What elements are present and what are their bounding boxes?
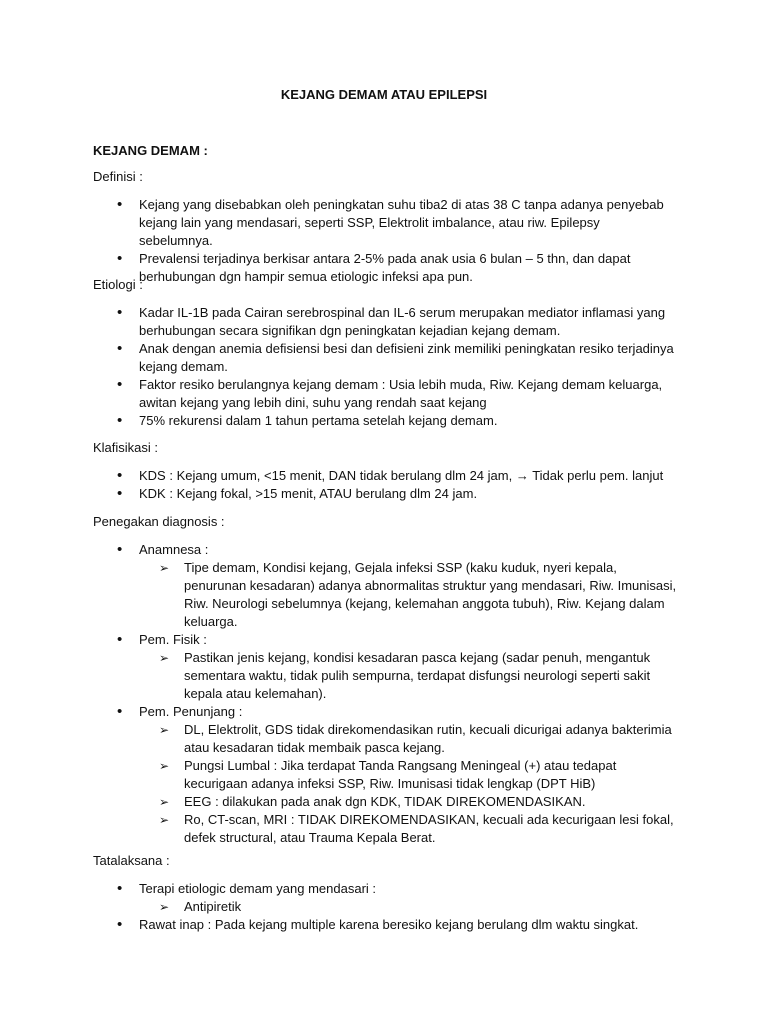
sub-list-item: ➢ EEG : dilakukan pada anak dgn KDK, TIDAK DIREKOMENDASIKAN.	[159, 793, 677, 811]
pem-fisik-sublist	[159, 649, 677, 703]
list-item: • 75% rekurensi dalam 1 tahun pertama setelah kejang demam.	[117, 412, 677, 430]
list-item: • Kadar IL-1B pada Cairan serebrospinal dan IL-6 serum merupakan mediator inflamasi yang berhubungan secara signifikan dgn peningkatan kejadian kejang demam.	[117, 304, 677, 340]
pem-fisik-label: Pem. Fisik :	[139, 632, 207, 647]
klafisikasi-list	[117, 467, 677, 503]
tatalaksana-heading: Tatalaksana :	[93, 853, 170, 868]
list-item-pem-fisik	[117, 631, 677, 703]
sub-list-item: ➢ DL, Elektrolit, GDS tidak direkomendasikan rutin, kecuali dicurigai adanya bakterimia atau kesadaran tidak membaik pasca kejang.	[159, 721, 677, 757]
list-item: • Prevalensi terjadinya berkisar antara 2-5% pada anak usia 6 bulan – 5 thn, dan dapat berhubungan dgn hampir semua etiologic infeksi apa pun.	[117, 250, 677, 286]
document-title: KEJANG DEMAM ATAU EPILEPSI	[280, 87, 488, 102]
definisi-list	[117, 196, 677, 286]
list-item: • KDK : Kejang fokal, >15 menit, ATAU berulang dlm 24 jam.	[117, 485, 677, 503]
terapi-label: Terapi etiologic demam yang mendasari :	[139, 881, 377, 896]
list-item-rawat-inap: • Rawat inap : Pada kejang multiple karena beresiko kejang berulang dlm waktu singkat.	[117, 916, 677, 934]
penegakan-heading: Penegakan diagnosis :	[93, 514, 225, 529]
klafisikasi-heading: Klafisikasi :	[93, 440, 159, 455]
sub-list-item: ➢ Tipe demam, Kondisi kejang, Gejala infeksi SSP (kaku kuduk, nyeri kepala, penurunan kesadaran) adanya abnormalitas struktur yang mendasari, Riw. Imunisasi, Riw. Neurologi sebelumnya (kejang, kelemahan anggota tubuh), Riw. Kejang dalam keluarga.	[159, 559, 677, 631]
anamnesa-label: Anamnesa :	[139, 542, 209, 557]
etiologi-list	[117, 304, 677, 430]
list-item: • Faktor resiko berulangnya kejang demam : Usia lebih muda, Riw. Kejang demam keluarga, awitan kejang yang lebih dini, suhu yang rendah saat kejang	[117, 376, 677, 412]
sub-list-item: ➢ Antipiretik	[159, 898, 677, 916]
etiologi-heading: Etiologi :	[93, 277, 143, 292]
sub-list-item: ➢ Ro, CT-scan, MRI : TIDAK DIREKOMENDASIKAN, kecuali ada kecurigaan lesi fokal, defek structural, atau Trauma Kepala Berat.	[159, 811, 677, 847]
terapi-sublist	[159, 898, 677, 916]
pem-penunjang-sublist	[159, 721, 677, 847]
list-item: • KDS : Kejang umum, <15 menit, DAN tidak berulang dlm 24 jam, → Tidak perlu pem. lanjut	[117, 467, 677, 485]
sub-list-item: ➢ Pastikan jenis kejang, kondisi kesadaran pasca kejang (sadar penuh, mengantuk sementara waktu, tidak pulih sempurna, terdapat disfungsi neurologi seperti sakit kepala atau kelemahan).	[159, 649, 677, 703]
definisi-heading: Definisi :	[93, 169, 143, 184]
section-heading-kejang-demam: KEJANG DEMAM :	[93, 143, 208, 158]
anamnesa-sublist	[159, 559, 677, 631]
sub-list-item: ➢ Pungsi Lumbal : Jika terdapat Tanda Rangsang Meningeal (+) atau tedapat kecurigaan adanya infeksi SSP, Riw. Imunisasi tidak lengkap (DPT HiB)	[159, 757, 677, 793]
pem-penunjang-label: Pem. Penunjang :	[139, 704, 243, 719]
list-item-anamnesa	[117, 541, 677, 631]
list-item: • Kejang yang disebabkan oleh peningkatan suhu tiba2 di atas 38 C tanpa adanya penyebab kejang lain yang mendasari, seperti SSP, Elektrolit imbalance, atau riw. Epilepsy sebelumnya.	[117, 196, 677, 250]
tatalaksana-list	[117, 880, 677, 934]
list-item-pem-penunjang	[117, 703, 677, 847]
list-item-terapi	[117, 880, 677, 916]
penegakan-list	[117, 541, 677, 847]
list-item: • Anak dengan anemia defisiensi besi dan defisieni zink memiliki peningkatan resiko terjadinya kejang demam.	[117, 340, 677, 376]
